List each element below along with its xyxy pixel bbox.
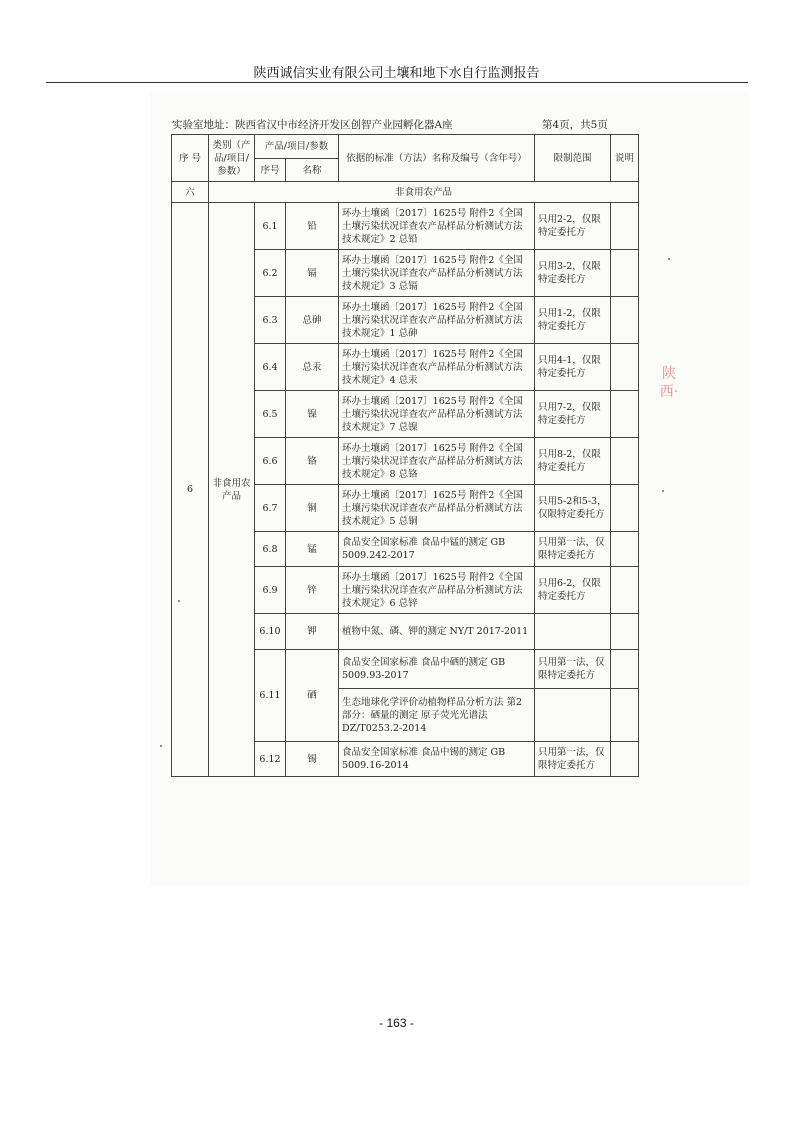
item-limit: 只用4-1，仅限特定委托方 (535, 344, 611, 391)
accreditation-table (171, 134, 639, 777)
item-note (611, 485, 639, 532)
item-standard: 植物中氮、磷、钾的测定 NY/T 2017-2011 (339, 614, 535, 650)
item-note (611, 567, 639, 614)
item-limit: 只用5-2和5-3，仅限特定委托方 (535, 485, 611, 532)
item-name: 镍 (286, 391, 339, 438)
item-note (611, 203, 639, 250)
item-name: 钾 (286, 614, 339, 650)
item-number: 6.12 (255, 742, 286, 777)
item-name: 镉 (286, 250, 339, 297)
section-seq: 六 (172, 182, 209, 203)
item-standard: 食品安全国家标准 食品中硒的测定 GB 5009.93-2017 (339, 650, 535, 689)
item-limit: 只用2-2，仅限特定委托方 (535, 203, 611, 250)
item-name: 锰 (286, 532, 339, 567)
item-number: 6.10 (255, 614, 286, 650)
item-standard: 环办土壤函〔2017〕1625号 附件2《全国土壤污染状况详查农产品样品分析测试方法技术规定》8 总铬 (339, 438, 535, 485)
item-number: 6.2 (255, 250, 286, 297)
item-note (611, 532, 639, 567)
scan-speck (160, 745, 162, 747)
item-note (611, 297, 639, 344)
page-number: - 163 - (379, 1016, 414, 1030)
item-standard: 环办土壤函〔2017〕1625号 附件2《全国土壤污染状况详查农产品样品分析测试方法技术规定》1 总砷 (339, 297, 535, 344)
item-note (611, 250, 639, 297)
item-number: 6.4 (255, 344, 286, 391)
col-header-product-group: 产品/项目/参数 (255, 135, 339, 159)
item-number: 6.1 (255, 203, 286, 250)
item-note (611, 742, 639, 777)
header-rule (46, 82, 748, 83)
item-limit: 只用第一法，仅限特定委托方 (535, 742, 611, 777)
item-limit: 只用第一法，仅限特定委托方 (535, 532, 611, 567)
item-standard: 环办土壤函〔2017〕1625号 附件2《全国土壤污染状况详查农产品样品分析测试方法技术规定》5 总铜 (339, 485, 535, 532)
item-standard: 环办土壤函〔2017〕1625号 附件2《全国土壤污染状况详查农产品样品分析测试方法技术规定》4 总汞 (339, 344, 535, 391)
item-note (611, 614, 639, 650)
item-name: 锡 (286, 742, 339, 777)
seal-stamp-fragment: 陕西· (659, 366, 679, 400)
item-limit: 只用第一法，仅限特定委托方 (535, 650, 611, 689)
scan-speck (668, 258, 670, 260)
item-note (611, 391, 639, 438)
item-note (611, 344, 639, 391)
section-title: 非食用农产品 (209, 182, 639, 203)
scan-speck (662, 490, 664, 492)
item-limit: 只用8-2，仅限特定委托方 (535, 438, 611, 485)
scan-speck (178, 600, 180, 602)
item-standard-alt: 生态地球化学评价动植物样品分析方法 第2部分：硒量的测定 原子荧光光谱法 DZ/T0253.2-2014 (339, 689, 535, 742)
item-name: 铜 (286, 485, 339, 532)
item-limit (535, 614, 611, 650)
item-name: 铅 (286, 203, 339, 250)
item-number: 6.3 (255, 297, 286, 344)
certificate-page-info: 第4页，共5页 (542, 119, 608, 131)
group-seq: 6 (172, 203, 209, 777)
item-standard: 环办土壤函〔2017〕1625号 附件2《全国土壤污染状况详查农产品样品分析测试方法技术规定》6 总锌 (339, 567, 535, 614)
item-note (611, 438, 639, 485)
item-number: 6.5 (255, 391, 286, 438)
item-name: 总汞 (286, 344, 339, 391)
item-note (611, 689, 639, 742)
col-header-seq: 序 号 (172, 135, 209, 182)
item-standard: 环办土壤函〔2017〕1625号 附件2《全国土壤污染状况详查农产品样品分析测试方法技术规定》2 总铅 (339, 203, 535, 250)
item-number: 6.8 (255, 532, 286, 567)
item-standard: 食品安全国家标准 食品中锰的测定 GB 5009.242-2017 (339, 532, 535, 567)
group-category: 非食用农产品 (209, 203, 255, 777)
item-limit: 只用3-2，仅限特定委托方 (535, 250, 611, 297)
item-limit: 只用1-2，仅限特定委托方 (535, 297, 611, 344)
item-number: 6.7 (255, 485, 286, 532)
col-header-note: 说明 (611, 135, 639, 182)
col-header-category: 类别（产品/项目/参数） (209, 135, 255, 182)
item-number: 6.9 (255, 567, 286, 614)
item-name: 硒 (286, 650, 339, 742)
item-standard: 环办土壤函〔2017〕1625号 附件2《全国土壤污染状况详查农产品样品分析测试方法技术规定》7 总镍 (339, 391, 535, 438)
table-row (172, 203, 639, 250)
item-standard: 环办土壤函〔2017〕1625号 附件2《全国土壤污染状况详查农产品样品分析测试方法技术规定》3 总镉 (339, 250, 535, 297)
col-header-item-name: 名称 (286, 159, 339, 182)
lab-address: 实验室地址：陕西省汉中市经济开发区创智产业园孵化器A座 (172, 119, 453, 131)
item-limit: 只用6-2，仅限特定委托方 (535, 567, 611, 614)
item-name: 总砷 (286, 297, 339, 344)
item-limit-alt (535, 689, 611, 742)
report-title: 陕西诚信实业有限公司土壤和地下水自行监测报告 (253, 66, 540, 81)
col-header-standard: 依据的标准（方法）名称及编号（含年号） (339, 135, 535, 182)
item-limit: 只用7-2，仅限特定委托方 (535, 391, 611, 438)
item-name: 锌 (286, 567, 339, 614)
item-number: 6.11 (255, 650, 286, 742)
item-name: 铬 (286, 438, 339, 485)
col-header-limit: 限制范围 (535, 135, 611, 182)
item-number: 6.6 (255, 438, 286, 485)
item-standard: 食品安全国家标准 食品中锡的测定 GB 5009.16-2014 (339, 742, 535, 777)
col-header-item-seq: 序号 (255, 159, 286, 182)
item-note (611, 650, 639, 689)
